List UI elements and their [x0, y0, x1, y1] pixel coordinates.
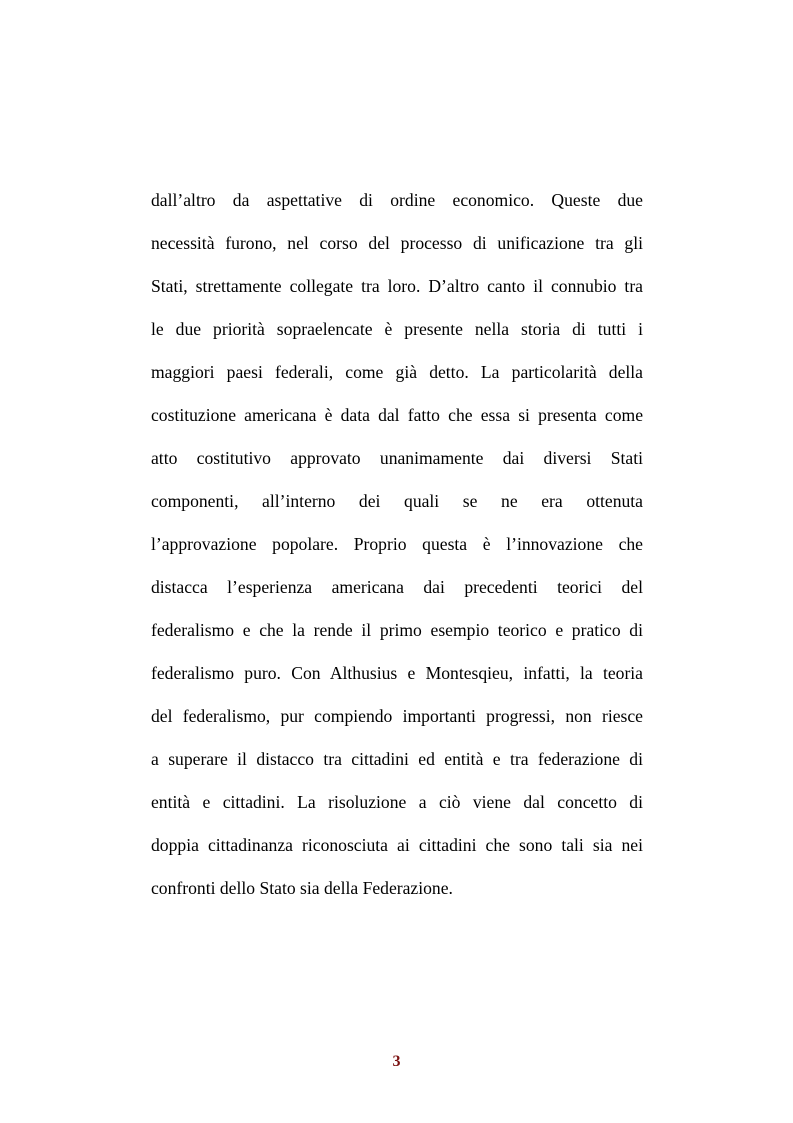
text-line: le due priorità sopraelencate è presente nella storia di tutti i: [151, 319, 643, 339]
text-line: dall’altro da aspettative di ordine economico. Queste due: [151, 190, 643, 210]
text-line: l’approvazione popolare. Proprio questa è l’innovazione che: [151, 534, 643, 554]
text-line: del federalismo, pur compiendo importanti progressi, non riesce: [151, 706, 643, 726]
text-line: componenti, all’interno dei quali se ne era ottenuta: [151, 491, 643, 511]
text-line: maggiori paesi federali, come già detto. La particolarità della: [151, 362, 643, 382]
page-number: 3: [392, 1053, 401, 1070]
text-line: costituzione americana è data dal fatto che essa si presenta come: [151, 405, 643, 425]
body-text: [151, 184, 643, 915]
text-line: atto costitutivo approvato unanimamente dai diversi Stati: [151, 448, 643, 468]
text-line: doppia cittadinanza riconosciuta ai cittadini che sono tali sia nei: [151, 835, 643, 855]
text-line-last: confronti dello Stato sia della Federazione.: [151, 878, 453, 898]
text-line: federalismo e che la rende il primo esempio teorico e pratico di: [151, 620, 643, 640]
text-line: distacca l’esperienza americana dai precedenti teorici del: [151, 577, 643, 597]
text-line: a superare il distacco tra cittadini ed entità e tra federazione di: [151, 749, 643, 769]
text-line: federalismo puro. Con Althusius e Montesqieu, infatti, la teoria: [151, 663, 643, 683]
text-line: entità e cittadini. La risoluzione a ciò viene dal concetto di: [151, 792, 643, 812]
text-line: Stati, strettamente collegate tra loro. D’altro canto il connubio tra: [151, 276, 643, 296]
text-line: necessità furono, nel corso del processo di unificazione tra gli: [151, 233, 643, 253]
